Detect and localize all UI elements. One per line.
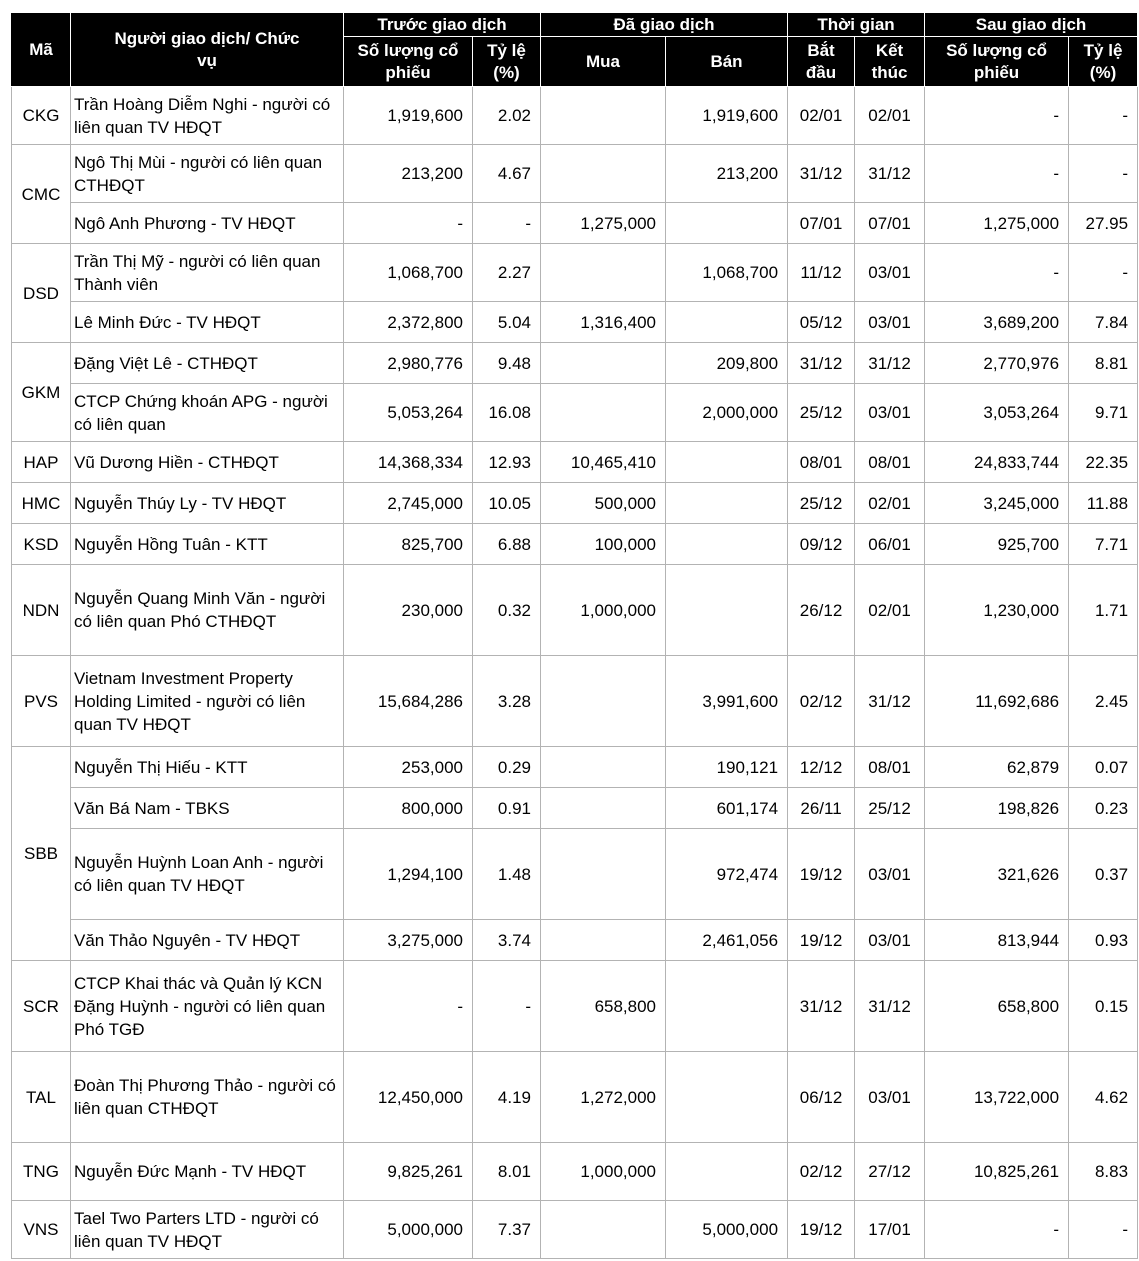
before-pct-cell: 2.02 bbox=[473, 87, 541, 145]
before-pct-cell: - bbox=[473, 961, 541, 1052]
buy-cell bbox=[541, 1201, 666, 1259]
after-qty-cell: 925,700 bbox=[925, 524, 1069, 565]
sell-cell bbox=[666, 524, 788, 565]
table-row bbox=[12, 829, 1138, 920]
before-pct-cell: 3.74 bbox=[473, 920, 541, 961]
after-pct-cell: 9.71 bbox=[1069, 384, 1138, 442]
table-row bbox=[12, 788, 1138, 829]
after-pct-cell: 8.81 bbox=[1069, 343, 1138, 384]
start-date-cell: 12/12 bbox=[788, 747, 855, 788]
buy-cell bbox=[541, 244, 666, 302]
start-date-cell: 25/12 bbox=[788, 384, 855, 442]
person-cell: CTCP Chứng khoán APG - người có liên quan bbox=[71, 384, 344, 442]
after-pct-cell: 0.15 bbox=[1069, 961, 1138, 1052]
table-row bbox=[12, 524, 1138, 565]
end-date-cell: 03/01 bbox=[855, 1052, 925, 1143]
sell-cell: 5,000,000 bbox=[666, 1201, 788, 1259]
after-qty-cell: - bbox=[925, 145, 1069, 203]
before-pct-cell: 12.93 bbox=[473, 442, 541, 483]
before-qty-cell: - bbox=[344, 203, 473, 244]
person-cell: Nguyễn Thúy Ly - TV HĐQT bbox=[71, 483, 344, 524]
buy-cell bbox=[541, 343, 666, 384]
after-pct-cell: 2.45 bbox=[1069, 656, 1138, 747]
after-pct-cell: 0.23 bbox=[1069, 788, 1138, 829]
sell-cell bbox=[666, 565, 788, 656]
after-qty-cell: 198,826 bbox=[925, 788, 1069, 829]
stock-code: DSD bbox=[12, 244, 71, 343]
start-date-cell: 05/12 bbox=[788, 302, 855, 343]
before-qty-cell: 1,068,700 bbox=[344, 244, 473, 302]
end-date-cell: 02/01 bbox=[855, 87, 925, 145]
stock-code: SCR bbox=[12, 961, 71, 1052]
start-date-cell: 31/12 bbox=[788, 343, 855, 384]
buy-cell bbox=[541, 788, 666, 829]
after-qty-cell: 3,245,000 bbox=[925, 483, 1069, 524]
person-cell: Đặng Việt Lê - CTHĐQT bbox=[71, 343, 344, 384]
before-qty-cell: 9,825,261 bbox=[344, 1143, 473, 1201]
before-pct-cell: 4.67 bbox=[473, 145, 541, 203]
after-qty-cell: 11,692,686 bbox=[925, 656, 1069, 747]
after-qty-cell: 813,944 bbox=[925, 920, 1069, 961]
sell-cell: 3,991,600 bbox=[666, 656, 788, 747]
header-before-shares: Số lượng cổ phiếu bbox=[344, 37, 473, 87]
table-row bbox=[12, 1052, 1138, 1143]
buy-cell bbox=[541, 920, 666, 961]
buy-cell: 1,275,000 bbox=[541, 203, 666, 244]
after-pct-cell: 0.07 bbox=[1069, 747, 1138, 788]
before-pct-cell: 4.19 bbox=[473, 1052, 541, 1143]
end-date-cell: 03/01 bbox=[855, 384, 925, 442]
after-pct-cell: - bbox=[1069, 244, 1138, 302]
after-pct-cell: 22.35 bbox=[1069, 442, 1138, 483]
buy-cell: 10,465,410 bbox=[541, 442, 666, 483]
person-cell: Trần Hoàng Diễm Nghi - người có liên quan TV HĐQT bbox=[71, 87, 344, 145]
table-header bbox=[12, 14, 1138, 87]
end-date-cell: 31/12 bbox=[855, 343, 925, 384]
before-qty-cell: 5,053,264 bbox=[344, 384, 473, 442]
after-qty-cell: 658,800 bbox=[925, 961, 1069, 1052]
end-date-cell: 08/01 bbox=[855, 747, 925, 788]
header-after: Sau giao dịch bbox=[925, 14, 1138, 37]
table-row bbox=[12, 442, 1138, 483]
sell-cell bbox=[666, 442, 788, 483]
stock-code: KSD bbox=[12, 524, 71, 565]
before-pct-cell: 16.08 bbox=[473, 384, 541, 442]
buy-cell bbox=[541, 747, 666, 788]
person-cell: Văn Bá Nam - TBKS bbox=[71, 788, 344, 829]
start-date-cell: 19/12 bbox=[788, 920, 855, 961]
person-cell: Tael Two Parters LTD - người có liên quan TV HĐQT bbox=[71, 1201, 344, 1259]
after-pct-cell: 4.62 bbox=[1069, 1052, 1138, 1143]
start-date-cell: 25/12 bbox=[788, 483, 855, 524]
stock-code: HMC bbox=[12, 483, 71, 524]
after-qty-cell: 1,230,000 bbox=[925, 565, 1069, 656]
start-date-cell: 08/01 bbox=[788, 442, 855, 483]
before-qty-cell: 1,294,100 bbox=[344, 829, 473, 920]
before-qty-cell: 2,745,000 bbox=[344, 483, 473, 524]
before-pct-cell: 0.32 bbox=[473, 565, 541, 656]
before-qty-cell: 14,368,334 bbox=[344, 442, 473, 483]
person-cell: Nguyễn Thị Hiếu - KTT bbox=[71, 747, 344, 788]
header-sell: Bán bbox=[666, 37, 788, 87]
header-after-ratio: Tỷ lệ (%) bbox=[1069, 37, 1138, 87]
person-cell: CTCP Khai thác và Quản lý KCN Đặng Huỳnh - người có liên quan Phó TGĐ bbox=[71, 961, 344, 1052]
before-qty-cell: 800,000 bbox=[344, 788, 473, 829]
before-qty-cell: 1,919,600 bbox=[344, 87, 473, 145]
start-date-cell: 19/12 bbox=[788, 829, 855, 920]
buy-cell: 500,000 bbox=[541, 483, 666, 524]
table-row bbox=[12, 1143, 1138, 1201]
buy-cell bbox=[541, 829, 666, 920]
sell-cell: 190,121 bbox=[666, 747, 788, 788]
start-date-cell: 02/12 bbox=[788, 656, 855, 747]
sell-cell bbox=[666, 961, 788, 1052]
end-date-cell: 02/01 bbox=[855, 565, 925, 656]
after-pct-cell: 0.93 bbox=[1069, 920, 1138, 961]
start-date-cell: 26/11 bbox=[788, 788, 855, 829]
end-date-cell: 02/01 bbox=[855, 483, 925, 524]
end-date-cell: 25/12 bbox=[855, 788, 925, 829]
person-cell: Ngô Thị Mùi - người có liên quan CTHĐQT bbox=[71, 145, 344, 203]
person-cell: Vũ Dương Hiền - CTHĐQT bbox=[71, 442, 344, 483]
header-before-ratio: Tỷ lệ (%) bbox=[473, 37, 541, 87]
before-qty-cell: 3,275,000 bbox=[344, 920, 473, 961]
after-qty-cell: 321,626 bbox=[925, 829, 1069, 920]
buy-cell: 1,000,000 bbox=[541, 565, 666, 656]
start-date-cell: 19/12 bbox=[788, 1201, 855, 1259]
before-qty-cell: 2,980,776 bbox=[344, 343, 473, 384]
buy-cell bbox=[541, 384, 666, 442]
sell-cell: 209,800 bbox=[666, 343, 788, 384]
end-date-cell: 06/01 bbox=[855, 524, 925, 565]
table-row bbox=[12, 1201, 1138, 1259]
after-qty-cell: 24,833,744 bbox=[925, 442, 1069, 483]
after-qty-cell: 10,825,261 bbox=[925, 1143, 1069, 1201]
after-pct-cell: 0.37 bbox=[1069, 829, 1138, 920]
table-row bbox=[12, 203, 1138, 244]
header-traded: Đã giao dịch bbox=[541, 14, 788, 37]
start-date-cell: 31/12 bbox=[788, 961, 855, 1052]
start-date-cell: 06/12 bbox=[788, 1052, 855, 1143]
before-qty-cell: 5,000,000 bbox=[344, 1201, 473, 1259]
stock-code: PVS bbox=[12, 656, 71, 747]
stock-code: GKM bbox=[12, 343, 71, 442]
table-row bbox=[12, 145, 1138, 203]
after-pct-cell: 7.84 bbox=[1069, 302, 1138, 343]
person-cell: Ngô Anh Phương - TV HĐQT bbox=[71, 203, 344, 244]
table-body bbox=[12, 87, 1138, 1259]
start-date-cell: 02/01 bbox=[788, 87, 855, 145]
person-cell: Trần Thị Mỹ - người có liên quan Thành viên bbox=[71, 244, 344, 302]
person-cell: Nguyễn Đức Mạnh - TV HĐQT bbox=[71, 1143, 344, 1201]
end-date-cell: 08/01 bbox=[855, 442, 925, 483]
buy-cell bbox=[541, 87, 666, 145]
start-date-cell: 07/01 bbox=[788, 203, 855, 244]
before-pct-cell: 10.05 bbox=[473, 483, 541, 524]
before-qty-cell: 253,000 bbox=[344, 747, 473, 788]
header-time: Thời gian bbox=[788, 14, 925, 37]
after-qty-cell: 2,770,976 bbox=[925, 343, 1069, 384]
table-row bbox=[12, 384, 1138, 442]
after-pct-cell: - bbox=[1069, 1201, 1138, 1259]
start-date-cell: 02/12 bbox=[788, 1143, 855, 1201]
end-date-cell: 31/12 bbox=[855, 145, 925, 203]
table-row bbox=[12, 961, 1138, 1052]
end-date-cell: 03/01 bbox=[855, 302, 925, 343]
sell-cell: 1,919,600 bbox=[666, 87, 788, 145]
before-qty-cell: 12,450,000 bbox=[344, 1052, 473, 1143]
table-row bbox=[12, 920, 1138, 961]
person-cell: Vietnam Investment Property Holding Limited - người có liên quan TV HĐQT bbox=[71, 656, 344, 747]
before-qty-cell: 230,000 bbox=[344, 565, 473, 656]
end-date-cell: 27/12 bbox=[855, 1143, 925, 1201]
sell-cell: 213,200 bbox=[666, 145, 788, 203]
after-qty-cell: 1,275,000 bbox=[925, 203, 1069, 244]
after-pct-cell: 27.95 bbox=[1069, 203, 1138, 244]
sell-cell bbox=[666, 483, 788, 524]
table-row bbox=[12, 747, 1138, 788]
before-qty-cell: 2,372,800 bbox=[344, 302, 473, 343]
sell-cell: 1,068,700 bbox=[666, 244, 788, 302]
after-qty-cell: - bbox=[925, 87, 1069, 145]
buy-cell: 1,272,000 bbox=[541, 1052, 666, 1143]
stock-code: CKG bbox=[12, 87, 71, 145]
end-date-cell: 17/01 bbox=[855, 1201, 925, 1259]
person-cell: Lê Minh Đức - TV HĐQT bbox=[71, 302, 344, 343]
header-after-shares: Số lượng cổ phiếu bbox=[925, 37, 1069, 87]
person-cell: Nguyễn Hồng Tuân - KTT bbox=[71, 524, 344, 565]
before-pct-cell: 6.88 bbox=[473, 524, 541, 565]
end-date-cell: 07/01 bbox=[855, 203, 925, 244]
table-row bbox=[12, 565, 1138, 656]
start-date-cell: 11/12 bbox=[788, 244, 855, 302]
before-qty-cell: - bbox=[344, 961, 473, 1052]
end-date-cell: 03/01 bbox=[855, 920, 925, 961]
end-date-cell: 31/12 bbox=[855, 961, 925, 1052]
before-pct-cell: 3.28 bbox=[473, 656, 541, 747]
before-pct-cell: 0.91 bbox=[473, 788, 541, 829]
table-row bbox=[12, 87, 1138, 145]
after-pct-cell: 7.71 bbox=[1069, 524, 1138, 565]
table-row bbox=[12, 656, 1138, 747]
sell-cell bbox=[666, 203, 788, 244]
buy-cell: 658,800 bbox=[541, 961, 666, 1052]
end-date-cell: 03/01 bbox=[855, 829, 925, 920]
start-date-cell: 09/12 bbox=[788, 524, 855, 565]
person-cell: Văn Thảo Nguyên - TV HĐQT bbox=[71, 920, 344, 961]
header-code: Mã bbox=[12, 14, 71, 87]
after-qty-cell: - bbox=[925, 244, 1069, 302]
before-pct-cell: 9.48 bbox=[473, 343, 541, 384]
header-person: Người giao dịch/ Chức vụ bbox=[71, 14, 344, 87]
buy-cell: 100,000 bbox=[541, 524, 666, 565]
after-pct-cell: 11.88 bbox=[1069, 483, 1138, 524]
before-qty-cell: 15,684,286 bbox=[344, 656, 473, 747]
sell-cell: 972,474 bbox=[666, 829, 788, 920]
start-date-cell: 31/12 bbox=[788, 145, 855, 203]
person-cell: Nguyễn Huỳnh Loan Anh - người có liên quan TV HĐQT bbox=[71, 829, 344, 920]
stock-code: TAL bbox=[12, 1052, 71, 1143]
header-end: Kết thúc bbox=[855, 37, 925, 87]
stock-code: CMC bbox=[12, 145, 71, 244]
person-cell: Nguyễn Quang Minh Văn - người có liên quan Phó CTHĐQT bbox=[71, 565, 344, 656]
sell-cell: 2,000,000 bbox=[666, 384, 788, 442]
table-row bbox=[12, 244, 1138, 302]
before-pct-cell: 5.04 bbox=[473, 302, 541, 343]
after-qty-cell: 62,879 bbox=[925, 747, 1069, 788]
after-pct-cell: 8.83 bbox=[1069, 1143, 1138, 1201]
after-pct-cell: - bbox=[1069, 145, 1138, 203]
sell-cell: 601,174 bbox=[666, 788, 788, 829]
table-row bbox=[12, 343, 1138, 384]
before-qty-cell: 825,700 bbox=[344, 524, 473, 565]
end-date-cell: 31/12 bbox=[855, 656, 925, 747]
sell-cell bbox=[666, 1052, 788, 1143]
sell-cell bbox=[666, 302, 788, 343]
after-pct-cell: - bbox=[1069, 87, 1138, 145]
stock-code: NDN bbox=[12, 565, 71, 656]
buy-cell bbox=[541, 656, 666, 747]
after-qty-cell: - bbox=[925, 1201, 1069, 1259]
after-pct-cell: 1.71 bbox=[1069, 565, 1138, 656]
stock-code: TNG bbox=[12, 1143, 71, 1201]
table-row bbox=[12, 483, 1138, 524]
end-date-cell: 03/01 bbox=[855, 244, 925, 302]
before-qty-cell: 213,200 bbox=[344, 145, 473, 203]
start-date-cell: 26/12 bbox=[788, 565, 855, 656]
table-row bbox=[12, 302, 1138, 343]
before-pct-cell: - bbox=[473, 203, 541, 244]
insider-trading-table bbox=[11, 13, 1138, 1259]
before-pct-cell: 0.29 bbox=[473, 747, 541, 788]
before-pct-cell: 8.01 bbox=[473, 1143, 541, 1201]
stock-code: SBB bbox=[12, 747, 71, 961]
header-start: Bắt đầu bbox=[788, 37, 855, 87]
sell-cell: 2,461,056 bbox=[666, 920, 788, 961]
after-qty-cell: 3,689,200 bbox=[925, 302, 1069, 343]
buy-cell: 1,000,000 bbox=[541, 1143, 666, 1201]
sell-cell bbox=[666, 1143, 788, 1201]
person-cell: Đoàn Thị Phương Thảo - người có liên quan CTHĐQT bbox=[71, 1052, 344, 1143]
header-before: Trước giao dịch bbox=[344, 14, 541, 37]
buy-cell bbox=[541, 145, 666, 203]
header-buy: Mua bbox=[541, 37, 666, 87]
after-qty-cell: 13,722,000 bbox=[925, 1052, 1069, 1143]
stock-code: VNS bbox=[12, 1201, 71, 1259]
after-qty-cell: 3,053,264 bbox=[925, 384, 1069, 442]
before-pct-cell: 1.48 bbox=[473, 829, 541, 920]
before-pct-cell: 2.27 bbox=[473, 244, 541, 302]
buy-cell: 1,316,400 bbox=[541, 302, 666, 343]
before-pct-cell: 7.37 bbox=[473, 1201, 541, 1259]
stock-code: HAP bbox=[12, 442, 71, 483]
